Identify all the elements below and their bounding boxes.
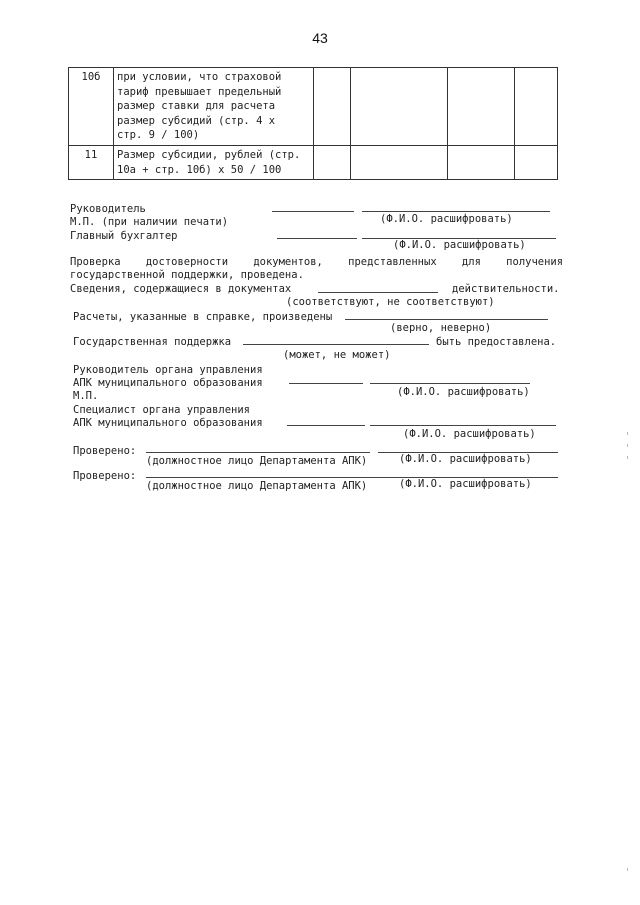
svedenia-hint: (соответствуют, не соответствуют) (286, 296, 495, 308)
page-number: 43 (312, 30, 328, 46)
dolzh-hint: (должностное лицо Департамента АПК) (146, 480, 368, 492)
mp-label: М.П. (при наличии печати) (70, 216, 229, 228)
fill-line (318, 292, 438, 293)
raschety-hint: (верно, неверно) (390, 322, 492, 334)
fill-line (345, 319, 548, 320)
row-description (114, 68, 314, 146)
provereno-label: Проверено: (73, 470, 137, 482)
empty-cell (515, 145, 558, 179)
empty-cell (351, 145, 448, 179)
scan-mark (627, 432, 628, 435)
empty-cell (515, 68, 558, 146)
signature-line (287, 425, 365, 426)
dolzh-hint: (должностное лицо Департамента АПК) (146, 455, 368, 467)
subsidy-table (68, 67, 558, 180)
ruk-organ-label: АПК муниципального образования (73, 377, 263, 389)
gospod-hint: (может, не может) (283, 349, 391, 361)
rukovoditel-label: Руководитель (70, 203, 146, 215)
desc-line: стр. 9 / 100) (117, 129, 200, 142)
row-description (114, 145, 314, 179)
desc-line: размер субсидий (стр. 4 х (117, 114, 276, 127)
row-number: 10б (69, 68, 114, 146)
scan-mark (627, 456, 628, 459)
fio-hint: (Ф.И.О. расшифровать) (393, 239, 526, 251)
name-line (362, 211, 550, 212)
desc-line: тариф превышает предельный (117, 85, 282, 98)
svedenia-label: Сведения, содержащиеся в документах (70, 283, 292, 295)
check-text: государственной поддержки, проведена. (70, 269, 304, 281)
svedenia-tail: действительности. (452, 283, 560, 295)
signature-line (277, 238, 357, 239)
desc-line: при условии, что страховой (117, 71, 282, 83)
fio-hint: (Ф.И.О. расшифровать) (380, 213, 513, 225)
signature-line (272, 211, 354, 212)
desc-line: Размер субсидии, рублей (стр. (117, 148, 301, 161)
signature-line (289, 383, 363, 384)
raschety-label: Расчеты, указанные в справке, произведены (73, 311, 333, 323)
fio-hint: (Ф.И.О. расшифровать) (397, 386, 530, 398)
gospod-tail: быть предоставлена. (436, 336, 557, 348)
gospod-label: Государственная поддержка (73, 336, 232, 348)
fill-line (243, 344, 429, 345)
table-row (69, 68, 558, 146)
fio-hint: (Ф.И.О. расшифровать) (399, 478, 532, 490)
fio-hint: (Ф.И.О. расшифровать) (399, 453, 532, 465)
name-line (370, 383, 530, 384)
provereno-label: Проверено: (73, 445, 137, 457)
scan-mark (627, 444, 628, 447)
check-text: Проверка достоверности документов, представленных для получения (70, 256, 564, 268)
empty-cell (448, 68, 515, 146)
empty-cell (314, 68, 351, 146)
empty-cell (351, 68, 448, 146)
signature-line (146, 452, 370, 453)
name-line (370, 425, 556, 426)
row-number: 11 (69, 145, 114, 179)
desc-line: 10а + стр. 10б) х 50 / 100 (117, 163, 282, 176)
scan-mark (627, 868, 628, 871)
spec-label: Специалист органа управления (73, 404, 251, 416)
glavbuh-label: Главный бухгалтер (70, 230, 178, 242)
empty-cell (448, 145, 515, 179)
fio-hint: (Ф.И.О. расшифровать) (403, 428, 536, 440)
table-row (69, 145, 558, 179)
ruk-organ-label: Руководитель органа управления (73, 364, 263, 376)
desc-line: размер ставки для расчета (117, 100, 276, 113)
empty-cell (314, 145, 351, 179)
spec-label: АПК муниципального образования (73, 417, 263, 429)
mp-label: М.П. (73, 390, 99, 402)
